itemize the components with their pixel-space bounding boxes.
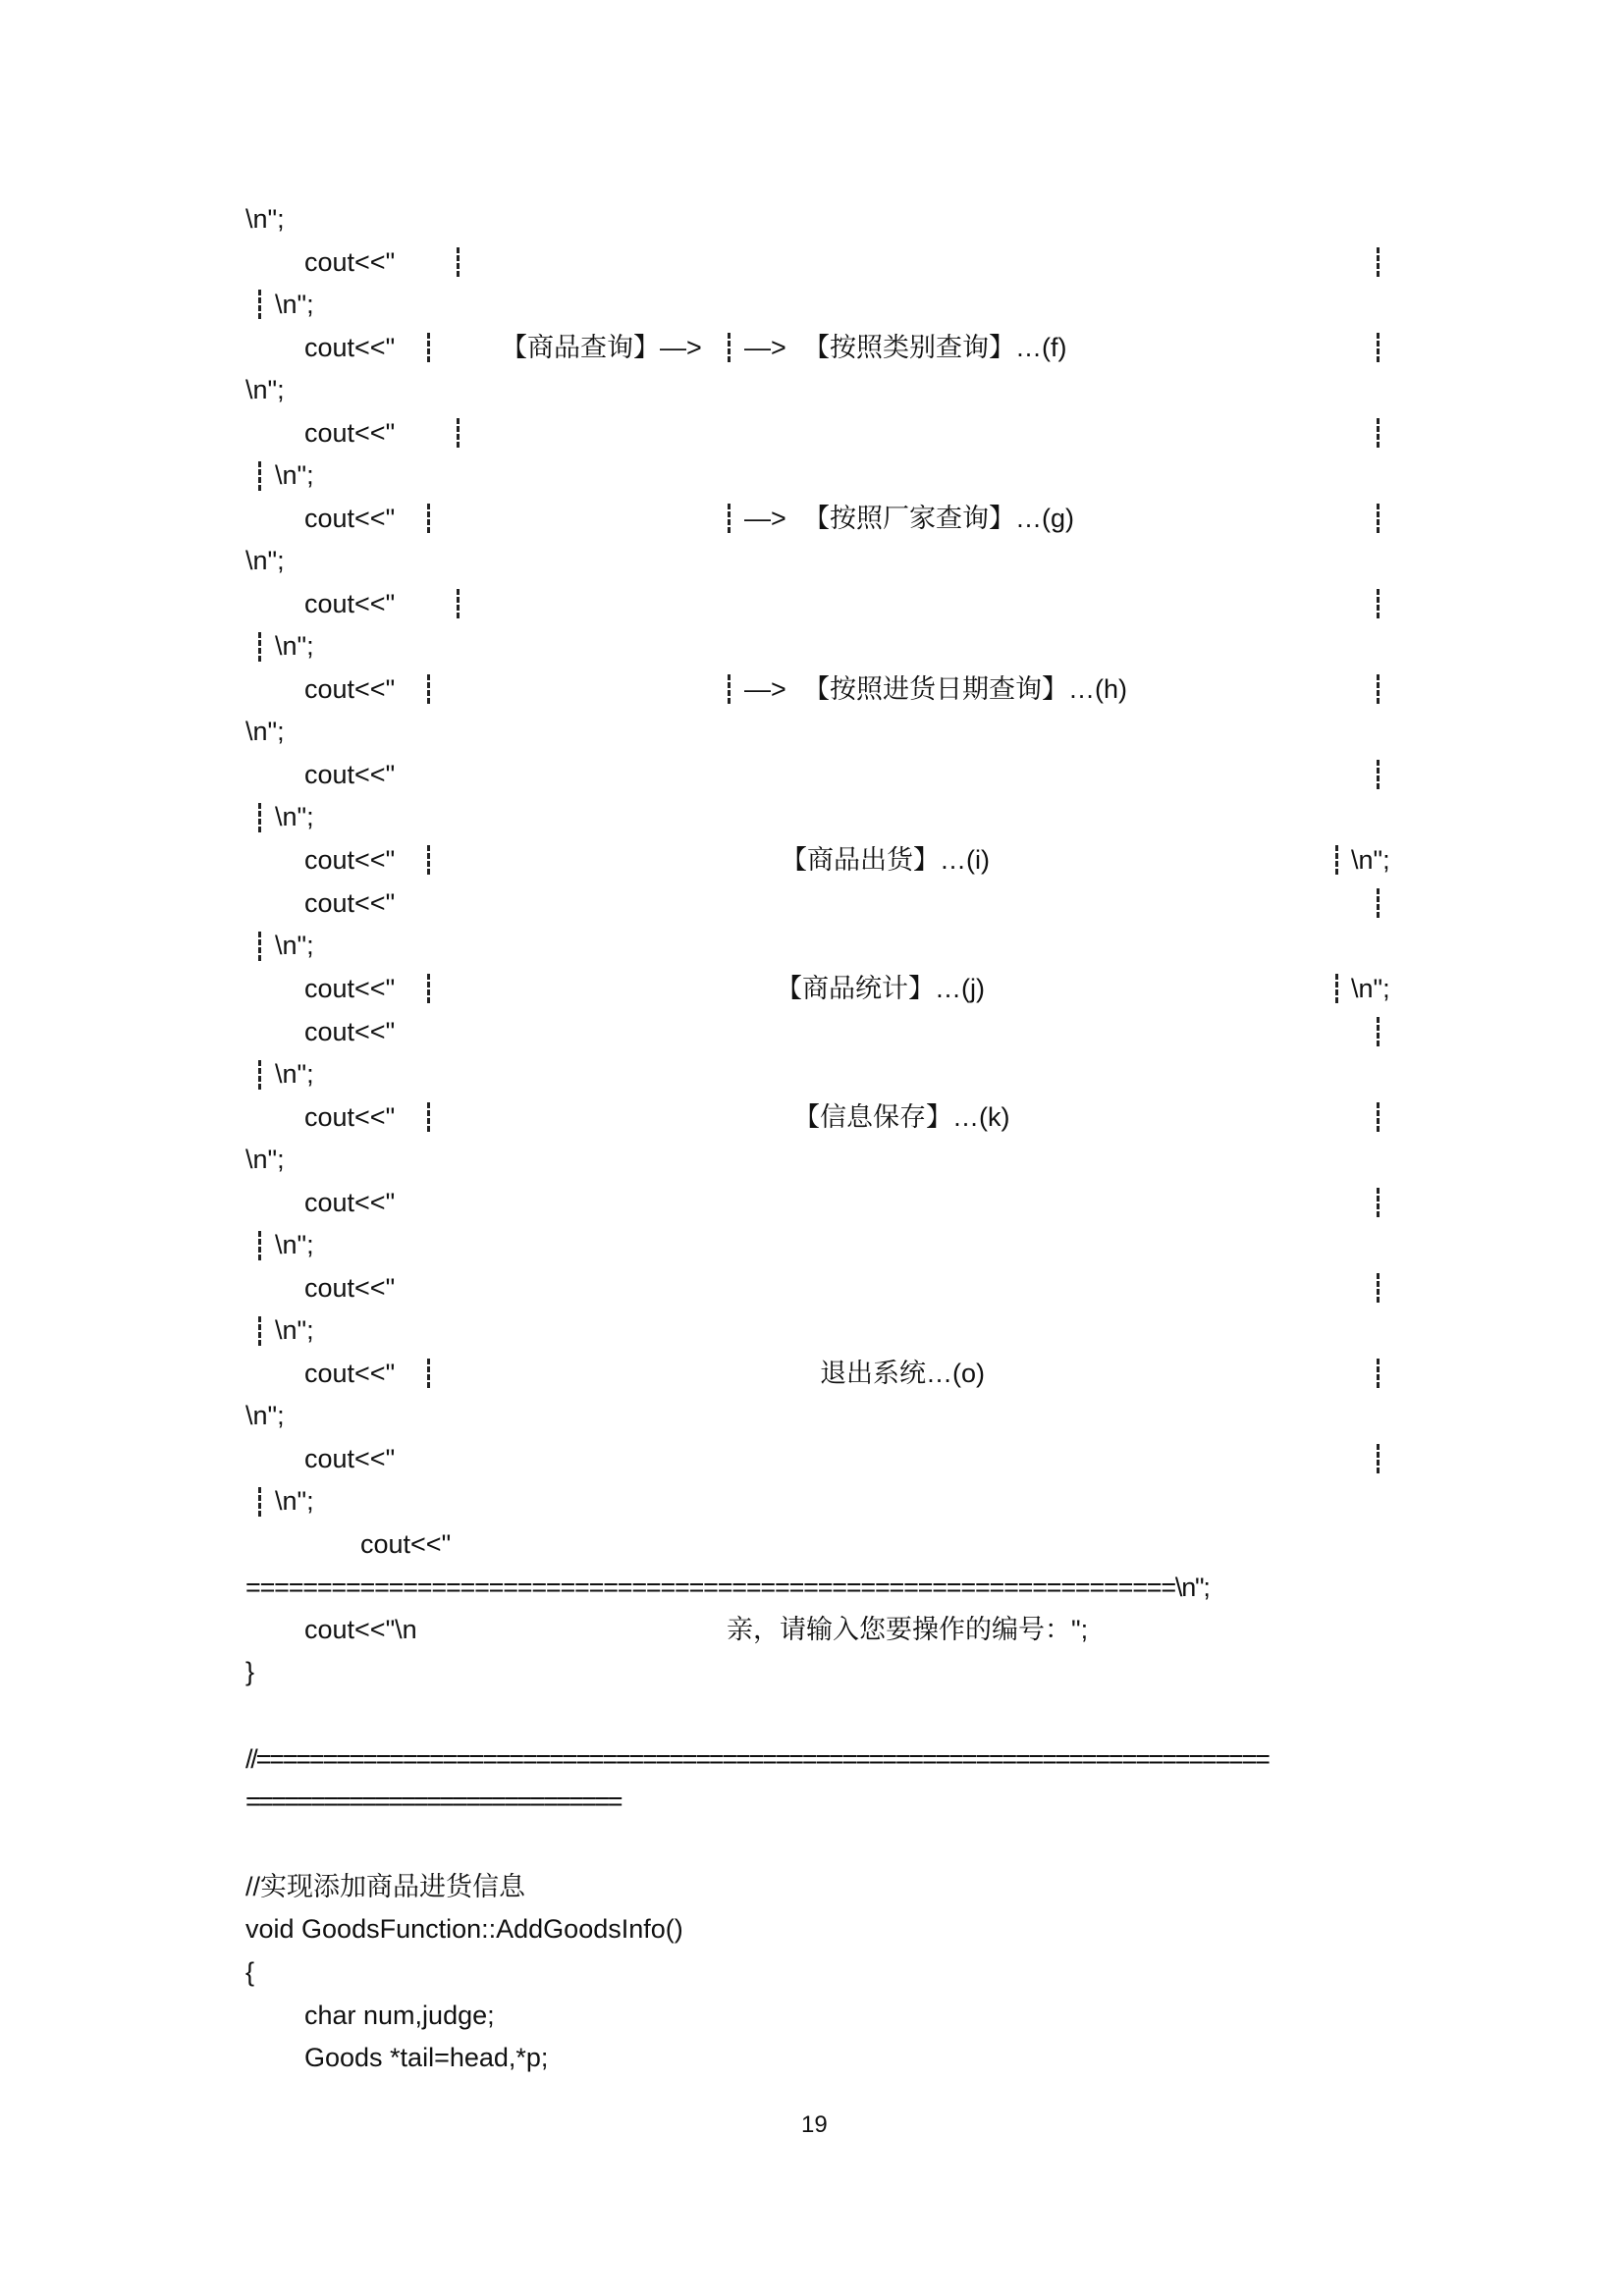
- code-function-signature: void GoodsFunction::AddGoodsInfo(): [245, 1914, 683, 1944]
- box-border-left: [457, 589, 460, 618]
- box-border-left: [258, 803, 261, 832]
- code-cout: cout<<": [304, 1273, 396, 1303]
- box-border-left: [258, 1060, 261, 1090]
- code-line-nl: \n";: [245, 546, 285, 575]
- code-cout: cout<<": [304, 1444, 396, 1473]
- code-declaration: char num,judge;: [304, 2001, 495, 2030]
- menu-query-by-category: 【按照类别查询】…(f): [803, 333, 1067, 362]
- code-cout: cout<<": [360, 1529, 452, 1559]
- code-comment-add-goods: //实现添加商品进货信息: [245, 1872, 526, 1901]
- menu-arrow: —>: [744, 333, 786, 362]
- code-line-nl: \n";: [275, 631, 314, 661]
- box-border-left: [427, 674, 430, 704]
- box-border-left: [258, 1231, 261, 1260]
- box-border-left: [427, 504, 430, 533]
- code-line-nl: \n";: [245, 717, 285, 746]
- box-border-left: [427, 845, 430, 875]
- box-border-left: [427, 974, 430, 1003]
- code-line-nl: \n";: [245, 1145, 285, 1174]
- page-number: 19: [801, 2111, 828, 2138]
- code-cout: cout<<": [304, 504, 396, 533]
- box-border-left: [427, 1359, 430, 1388]
- code-cout: cout<<": [304, 760, 396, 789]
- box-border-right: [1377, 760, 1380, 789]
- code-line-nl: \n";: [245, 1401, 285, 1430]
- box-border-right: [1377, 247, 1380, 277]
- box-border-inner: [728, 333, 731, 362]
- code-cout: cout<<": [304, 333, 396, 362]
- box-border-right: [1377, 674, 1380, 704]
- box-border-right: [1335, 845, 1338, 875]
- code-cout: cout<<": [304, 1188, 396, 1217]
- code-line-nl: \n";: [1351, 974, 1390, 1003]
- box-border-right: [1377, 1017, 1380, 1046]
- box-border-right: [1377, 418, 1380, 448]
- menu-exit-system: 退出系统…(o): [820, 1359, 985, 1388]
- code-line-nl: \n";: [275, 460, 314, 490]
- code-cout: cout<<": [304, 845, 396, 875]
- box-border-left: [427, 333, 430, 362]
- code-open-brace: {: [245, 1957, 255, 1987]
- box-border-inner: [728, 674, 731, 704]
- code-cout: cout<<": [304, 247, 396, 277]
- box-border-right: [1335, 974, 1338, 1003]
- code-line-nl: \n";: [1351, 845, 1390, 875]
- box-border-right: [1377, 1102, 1380, 1132]
- code-comment-separator: =============================: [245, 1787, 621, 1816]
- box-border-left: [258, 1487, 261, 1517]
- box-border-inner: [728, 504, 731, 533]
- box-border-right: [1377, 1444, 1380, 1473]
- code-line-nl: \n";: [275, 802, 314, 831]
- code-cout: cout<<": [304, 589, 396, 618]
- code-comment-separator: //============================================================================: [245, 1744, 1269, 1774]
- menu-goods-statistics: 【商品统计】…(j): [776, 974, 985, 1003]
- menu-arrow: —>: [744, 504, 786, 533]
- menu-save-info: 【信息保存】…(k): [793, 1102, 1010, 1132]
- code-line-nl: \n";: [275, 1230, 314, 1259]
- code-line-nl: \n";: [275, 1315, 314, 1345]
- code-line-nl: \n";: [275, 1059, 314, 1089]
- code-prompt-start: cout<<"\n: [304, 1615, 417, 1644]
- box-border-right: [1377, 888, 1380, 918]
- box-border-right: [1377, 504, 1380, 533]
- box-border-left: [258, 1316, 261, 1346]
- code-cout: cout<<": [304, 1359, 396, 1388]
- code-cout: cout<<": [304, 674, 396, 704]
- code-cout: cout<<": [304, 418, 396, 448]
- box-border-right: [1377, 333, 1380, 362]
- code-line-nl: \n";: [245, 204, 285, 234]
- box-border-left: [427, 1102, 430, 1132]
- box-border-left: [258, 932, 261, 961]
- menu-arrow: —>: [744, 674, 786, 704]
- code-cout: cout<<": [304, 1102, 396, 1132]
- box-border-right: [1377, 1359, 1380, 1388]
- menu-query-by-manufacturer: 【按照厂家查询】…(g): [803, 504, 1074, 533]
- box-border-left: [258, 290, 261, 319]
- box-border-left: [457, 247, 460, 277]
- box-border-right: [1377, 1188, 1380, 1217]
- box-border-left: [258, 461, 261, 491]
- code-cout: cout<<": [304, 888, 396, 918]
- code-cout: cout<<": [304, 974, 396, 1003]
- code-close-brace: }: [245, 1657, 255, 1686]
- code-line-nl: \n";: [245, 375, 285, 404]
- box-border-right: [1377, 1273, 1380, 1303]
- code-cout: cout<<": [304, 1017, 396, 1046]
- code-line-nl: \n";: [275, 931, 314, 960]
- code-separator-line: =================================================================\n";: [245, 1573, 1210, 1602]
- code-line-nl: \n";: [275, 290, 314, 319]
- box-border-right: [1377, 589, 1380, 618]
- box-border-left: [457, 418, 460, 448]
- code-declaration: Goods *tail=head,*p;: [304, 2043, 549, 2072]
- menu-query-by-date: 【按照进货日期查询】…(h): [803, 674, 1127, 704]
- code-line-nl: \n";: [275, 1486, 314, 1516]
- box-border-left: [258, 632, 261, 662]
- menu-goods-shipment: 【商品出货】…(i): [781, 845, 990, 875]
- menu-goods-query: 【商品查询】—>: [501, 333, 702, 362]
- code-prompt-text: 亲，请输入您要操作的编号：";: [727, 1615, 1089, 1644]
